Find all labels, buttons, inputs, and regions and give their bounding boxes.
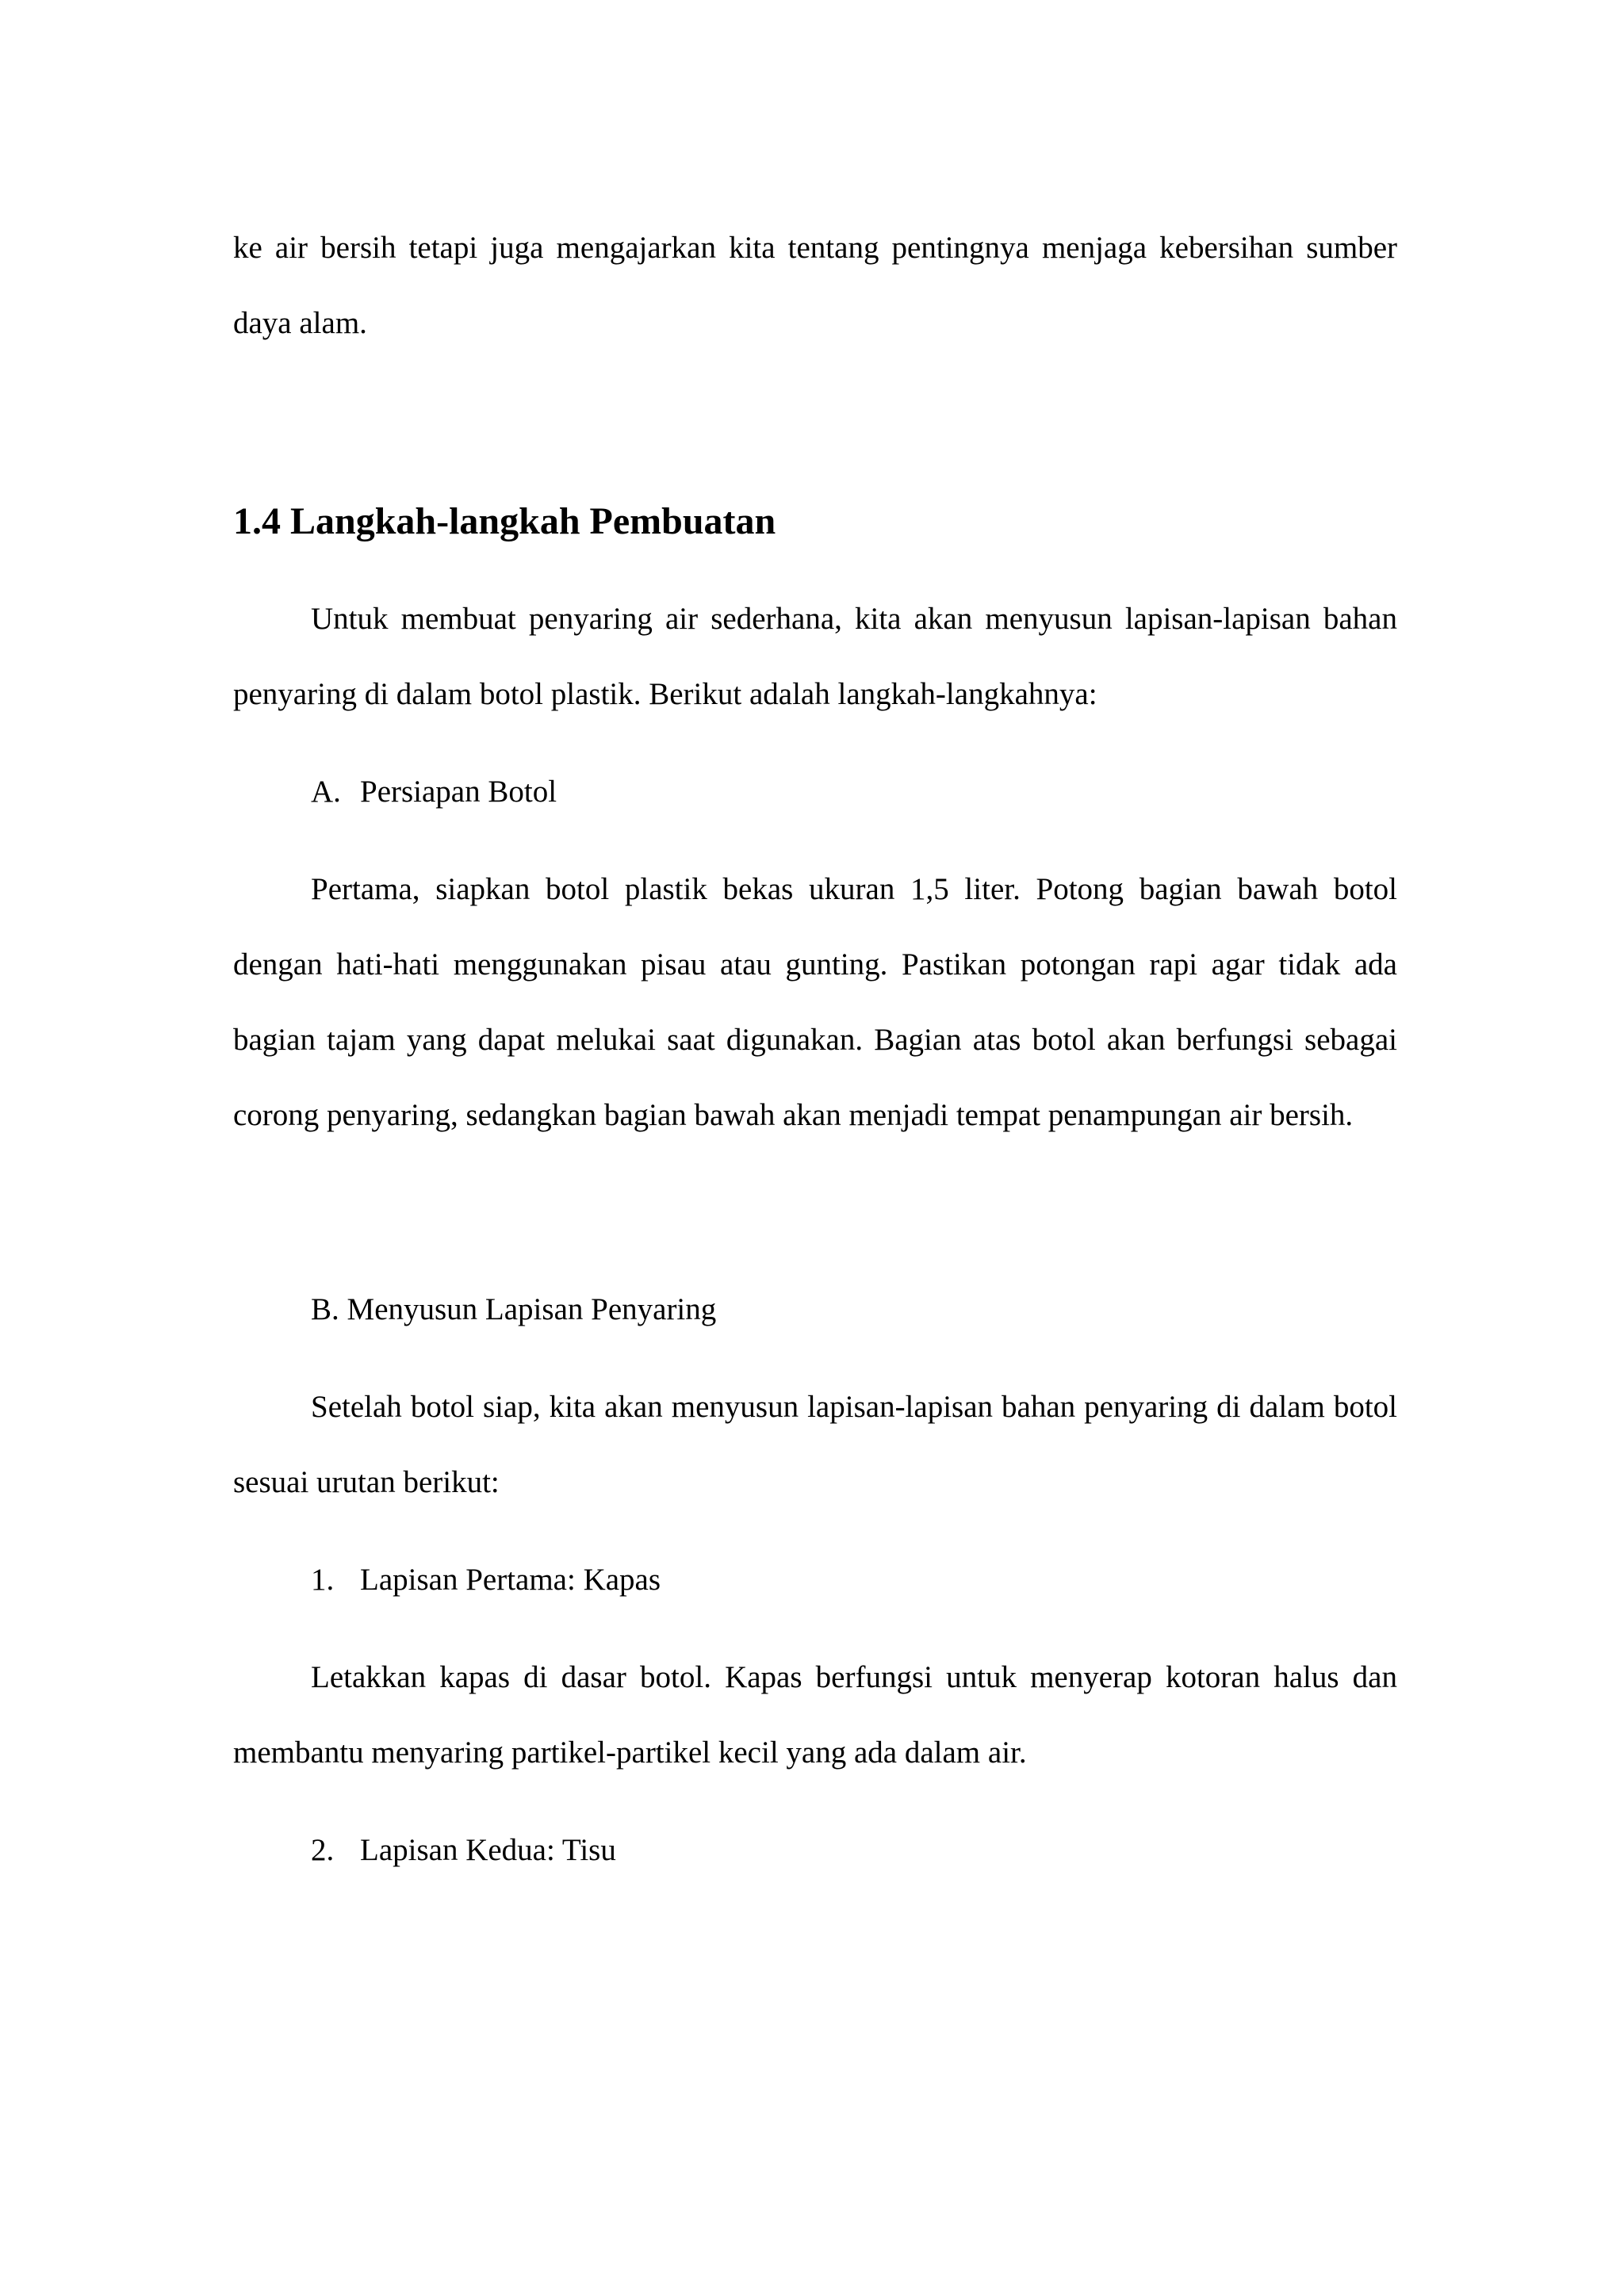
list-item-title: Lapisan Kedua: Tisu xyxy=(360,1833,616,1867)
subheading-a xyxy=(233,754,1397,829)
paragraph-a: Pertama, siapkan botol plastik bekas ukuran 1,5 liter. Potong bagian bawah botol dengan hati-hati menggunakan pisau atau gunting. Pastikan potongan rapi agar tidak ada bagian tajam yang dapat melukai saat digunakan. Bagian atas botol akan berfungsi sebagai corong penyaring, sedangkan bagian bawah akan menjadi tempat penampungan air bersih. xyxy=(233,872,1397,1132)
section-heading: 1.4 Langkah-langkah Pembuatan xyxy=(233,500,776,542)
list-item-marker: 2. xyxy=(311,1833,335,1867)
list-item-marker: 1. xyxy=(311,1563,335,1597)
subheading-a-marker: A. xyxy=(311,775,341,809)
list-item xyxy=(233,1542,1397,1617)
paragraph-b: Setelah botol siap, kita akan menyusun lapisan-lapisan bahan penyaring di dalam botol sesuai urutan berikut: xyxy=(233,1390,1397,1499)
list-item-title: Lapisan Pertama: Kapas xyxy=(360,1563,661,1597)
paragraph-intro: ke air bersih tetapi juga mengajarkan kita tentang pentingnya menjaga kebersihan sumber daya alam. xyxy=(233,231,1397,340)
subheading-b: B. Menyusun Lapisan Penyaring xyxy=(311,1292,717,1326)
subheading-a-title: Persiapan Botol xyxy=(360,775,557,809)
list-item xyxy=(233,1812,1397,1888)
paragraph-item1: Letakkan kapas di dasar botol. Kapas berfungsi untuk menyerap kotoran halus dan membantu menyaring partikel-partikel kecil yang ada dalam air. xyxy=(233,1660,1397,1770)
paragraph-section-intro: Untuk membuat penyaring air sederhana, kita akan menyusun lapisan-lapisan bahan penyaring di dalam botol plastik. Berikut adalah langkah-langkahnya: xyxy=(233,602,1397,711)
page-content xyxy=(233,210,1397,1888)
